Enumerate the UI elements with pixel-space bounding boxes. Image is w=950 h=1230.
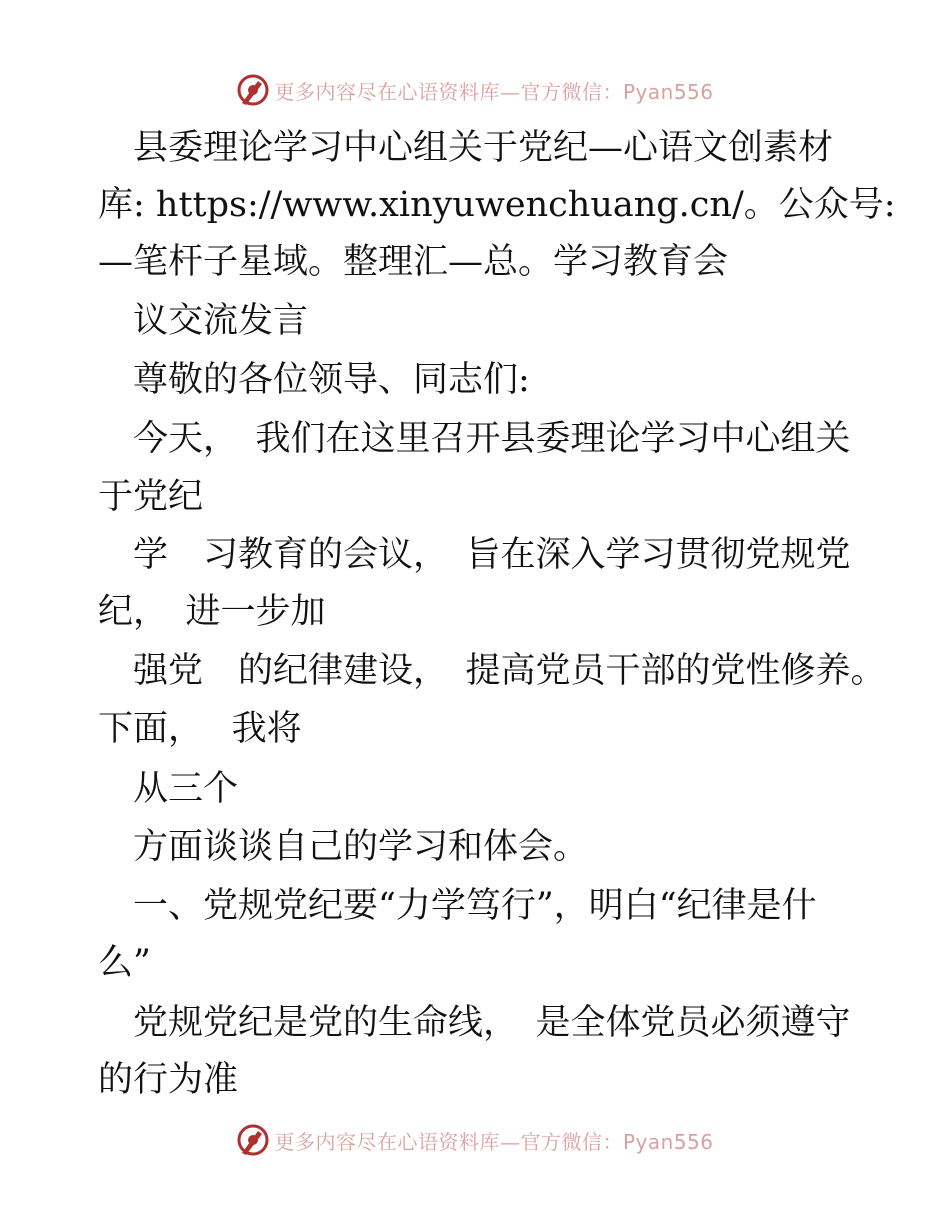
footer-watermark [0,1120,950,1160]
body-line: 库: https://www.xinyuwenchuang.cn/。公众号: [98,185,896,225]
body-line: 一、党规党纪要“力学笃行”，明白“纪律是什 [98,886,817,926]
body-line: 尊敬的各位领导、同志们: [98,360,530,400]
header-wechat-id: Pyan556 [622,79,714,104]
footer-text: 更多内容尽在心语资料库—官方微信：Pyan556 [274,1129,714,1154]
body-line: 方面谈谈自己的学习和体会。 [98,827,589,867]
header-text: 更多内容尽在心语资料库—官方微信：Pyan556 [274,79,714,104]
body-line: 纪， 进一步加 [98,592,326,632]
body-line: —笔杆子星域。整理汇—总。学习教育会 [98,242,729,282]
body-line: 下面， 我将 [98,709,302,749]
body-line: 今天， 我们在这里召开县委理论学习中心组关 [98,419,851,459]
body-line: 从三个 [98,769,239,809]
body-line: 议交流发言 [98,301,309,341]
body-line: 党规党纪是党的生命线， 是全体党员必须遵守 [98,1003,851,1043]
body-line: 强党 的纪律建设， 提高党员干部的党性修养。 [98,651,886,691]
body-line: 的行为准 [98,1060,239,1100]
body-line: 于党纪 [98,477,204,517]
logo-icon [236,1123,270,1157]
body-line: 么” [98,943,151,983]
body-line: 县委理论学习中心组关于党纪—心语文创素材 [98,128,834,168]
body-line: 学 习教育的会议， 旨在深入学习贯彻党规党 [98,535,851,575]
footer-wechat-id: Pyan556 [622,1129,714,1154]
